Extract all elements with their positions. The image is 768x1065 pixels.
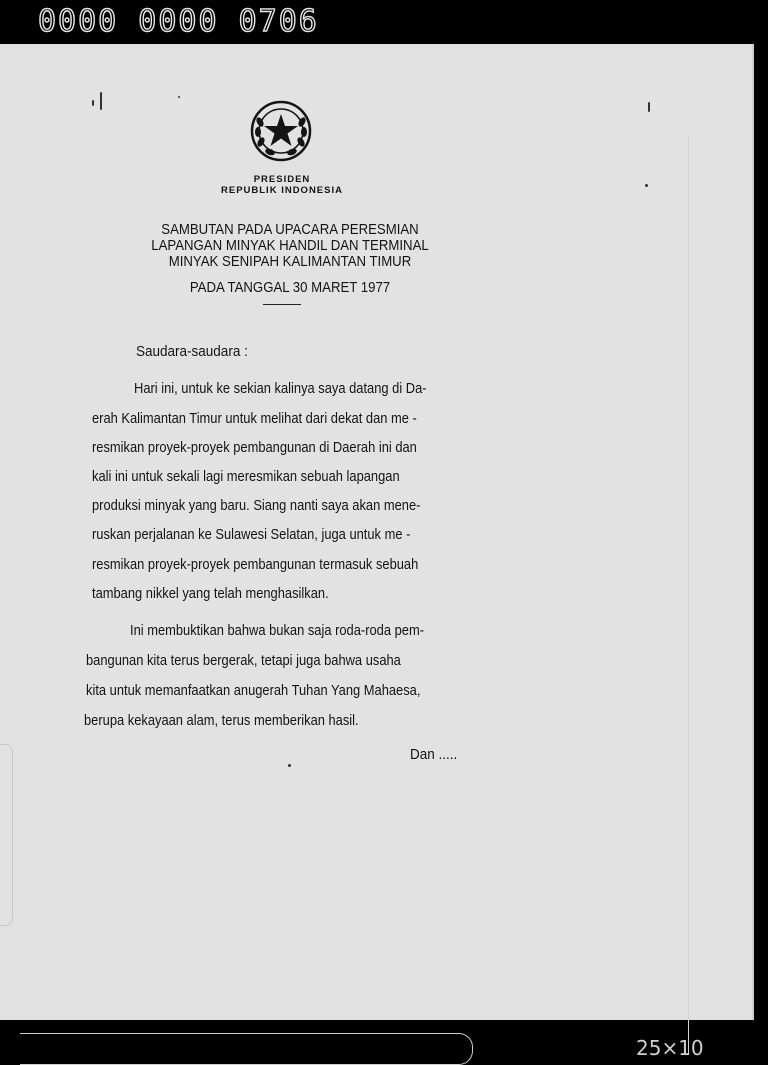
paragraph-2-line: kita untuk memanfaatkan anugerah Tuhan Yang Mahaesa, — [86, 682, 421, 699]
paragraph-1-line: Hari ini, untuk ke sekian kalinya saya datang di Da- — [134, 380, 427, 397]
ink-speck — [645, 184, 648, 187]
page-bottom-strip — [20, 1033, 473, 1065]
page-fold-mark — [0, 744, 13, 926]
paragraph-1-line: resmikan proyek-proyek pembangunan termasuk sebuah — [92, 556, 419, 573]
paragraph-1-line: produksi minyak yang baru. Siang nanti saya akan mene- — [92, 497, 421, 514]
film-header-bar — [0, 0, 768, 46]
paragraph-1-line: resmikan proyek-proyek pembangunan di Daerah ini dan — [92, 439, 417, 456]
paragraph-1-line: erah Kalimantan Timur untuk melihat dari dekat dan me - — [92, 410, 417, 427]
ink-speck — [178, 96, 180, 98]
speech-title-line: LAPANGAN MINYAK HANDIL DAN TERMINAL — [151, 237, 429, 254]
paragraph-1-line: ruskan perjalanan ke Sulawesi Selatan, juga untuk me - — [92, 526, 411, 543]
letterhead-president: PRESIDEN — [253, 174, 311, 185]
speech-title-line: PADA TANGGAL 30 MARET 1977 — [189, 279, 391, 296]
ink-speck — [92, 100, 94, 106]
garuda-emblem-icon — [250, 100, 312, 162]
closing-continuation: Dan ..... — [410, 746, 458, 763]
speech-title-line: MINYAK SENIPAH KALIMANTAN TIMUR — [168, 253, 412, 270]
paragraph-1-line: tambang nikkel yang telah menghasilkan. — [92, 585, 329, 602]
paragraph-2-line: berupa kekayaan alam, terus memberikan hasil. — [84, 712, 359, 729]
salutation: Saudara-saudara : — [136, 343, 248, 360]
ink-speck — [100, 92, 102, 110]
paragraph-2-line: Ini membuktikan bahwa bukan saja roda-roda pem- — [130, 622, 424, 639]
ink-speck — [288, 764, 291, 767]
paragraph-2-line: bangunan kita terus bergerak, tetapi juga bahwa usaha — [86, 652, 401, 669]
title-underline — [263, 304, 301, 305]
page-edge-line — [688, 134, 689, 1054]
speech-title-line: SAMBUTAN PADA UPACARA PERESMIAN — [161, 221, 419, 238]
ink-speck — [648, 102, 650, 112]
scale-mark: 25×10 — [636, 1036, 704, 1060]
letterhead-republic: REPUBLIK INDONESIA — [221, 185, 343, 196]
paragraph-1-line: kali ini untuk sekali lagi meresmikan sebuah lapangan — [92, 468, 400, 485]
film-frame-number: 0000 0000 0706 — [38, 4, 319, 39]
